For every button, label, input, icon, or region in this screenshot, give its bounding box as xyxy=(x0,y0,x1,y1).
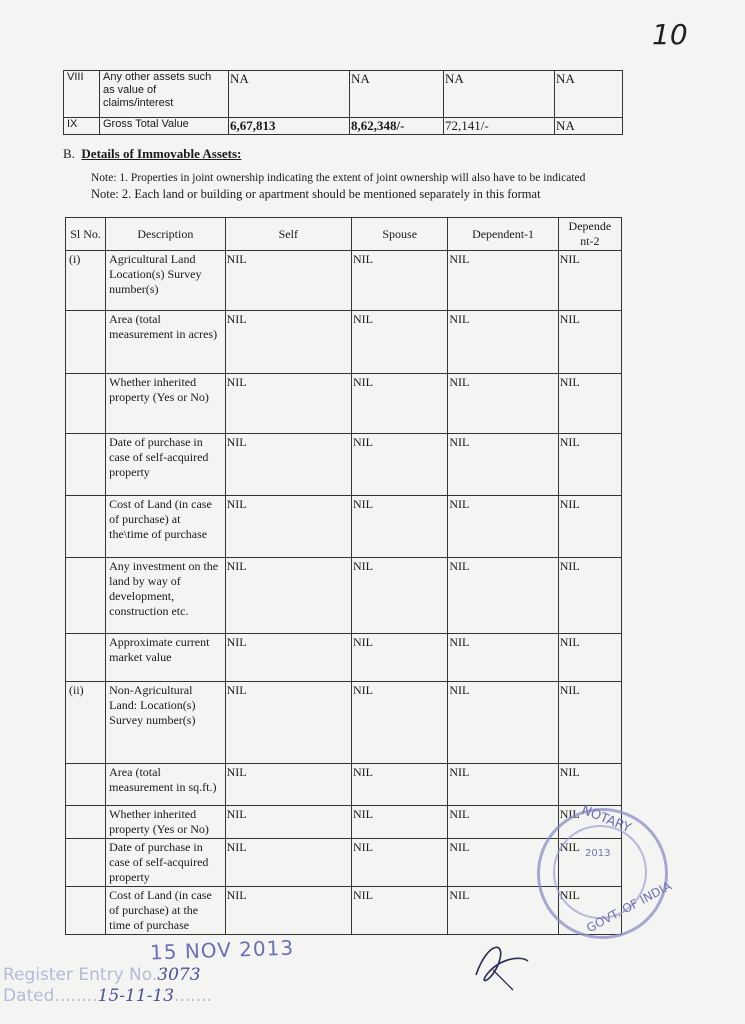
dependent2-cell: NIL xyxy=(558,634,621,682)
row-description: Gross Total Value xyxy=(100,118,229,135)
dependent1-value: NA xyxy=(444,71,555,118)
description-cell: Non-Agricultural Land: Location(s) Survey number(s) xyxy=(106,682,225,764)
seal-inner-text: 2013 xyxy=(585,848,611,859)
description-cell: Cost of Land (in case of purchase) at the\time of purchase xyxy=(106,496,225,558)
description-cell: Area (total measurement in acres) xyxy=(106,311,225,374)
register-date: 15-11-13 xyxy=(97,986,175,1006)
dependent1-cell: NIL xyxy=(448,887,558,935)
description-cell: Area (total measurement in sq.ft.) xyxy=(106,764,225,806)
self-cell: NIL xyxy=(225,839,351,887)
self-value: NA xyxy=(229,71,350,118)
description-cell: Any investment on the land by way of development, construction etc. xyxy=(106,558,225,634)
header-sl: Sl No. xyxy=(66,218,106,251)
dependent2-cell: NIL xyxy=(558,682,621,764)
note-2: Note: 2. Each land or building or apartment should be mentioned separately in this format xyxy=(91,187,541,201)
dependent1-cell: NIL xyxy=(448,682,558,764)
table-row xyxy=(66,496,622,558)
table-row xyxy=(66,311,622,374)
dependent1-cell: NIL xyxy=(448,558,558,634)
sl-cell xyxy=(66,496,106,558)
dependent2-cell: NIL xyxy=(558,311,621,374)
header-row xyxy=(66,218,622,251)
header-dependent2: Depende nt-2 xyxy=(558,218,621,251)
seal-top-text: NOTARY xyxy=(579,802,633,837)
immovable-assets-table xyxy=(65,217,622,935)
spouse-cell: NIL xyxy=(352,764,448,806)
sl-cell: (i) xyxy=(66,251,106,311)
dependent2-cell: NIL xyxy=(558,374,621,434)
description-cell: Agricultural Land Location(s) Survey number(s) xyxy=(106,251,225,311)
register-entry-number: 3073 xyxy=(157,965,201,985)
self-cell: NIL xyxy=(225,682,351,764)
dependent1-cell: NIL xyxy=(448,634,558,682)
dependent1-cell: NIL xyxy=(448,839,558,887)
self-cell: NIL xyxy=(225,764,351,806)
dependent2-cell: NIL xyxy=(558,764,621,806)
dependent2-cell: NIL xyxy=(558,558,621,634)
dependent2-cell: NIL xyxy=(558,251,621,311)
dependent2-cell: NIL xyxy=(558,839,621,887)
table-row xyxy=(66,251,622,311)
dependent2-cell: NIL xyxy=(558,496,621,558)
spouse-cell: NIL xyxy=(352,558,448,634)
assets-summary-table xyxy=(63,70,623,135)
description-cell: Whether inherited property (Yes or No) xyxy=(106,374,225,434)
sl-cell: (ii) xyxy=(66,682,106,764)
table-row xyxy=(66,558,622,634)
self-cell: NIL xyxy=(225,434,351,496)
dependent2-cell: NIL xyxy=(558,887,621,935)
table-row xyxy=(66,887,622,935)
self-cell: NIL xyxy=(225,374,351,434)
table-row xyxy=(66,374,622,434)
section-letter: B. xyxy=(63,146,75,161)
dependent2-cell: NIL xyxy=(558,434,621,496)
description-cell: Date of purchase in case of self-acquired property xyxy=(106,434,225,496)
self-cell: NIL xyxy=(225,496,351,558)
header-description: Description xyxy=(106,218,225,251)
spouse-cell: NIL xyxy=(352,496,448,558)
row-description: Any other assets such as value of claims/interest xyxy=(100,71,229,118)
spouse-cell: NIL xyxy=(352,634,448,682)
table-row xyxy=(66,806,622,839)
sl-cell xyxy=(66,764,106,806)
dependent1-cell: NIL xyxy=(448,806,558,839)
sl-cell xyxy=(66,634,106,682)
spouse-cell: NIL xyxy=(352,434,448,496)
header-self: Self xyxy=(225,218,351,251)
sl-cell xyxy=(66,806,106,839)
register-entry-label: Register Entry No. xyxy=(3,965,158,985)
self-cell: NIL xyxy=(225,806,351,839)
dependent1-cell: NIL xyxy=(448,764,558,806)
dependent2-value: NA xyxy=(555,118,623,135)
dependent2-cell: NIL xyxy=(558,806,621,839)
description-cell: Cost of Land (in case of purchase) at the time of purchase xyxy=(106,887,225,935)
dependent1-cell: NIL xyxy=(448,374,558,434)
header-dependent1: Dependent-1 xyxy=(448,218,558,251)
description-cell: Date of purchase in case of self-acquired property xyxy=(106,839,225,887)
self-cell: NIL xyxy=(225,887,351,935)
spouse-cell: NIL xyxy=(352,311,448,374)
self-cell: NIL xyxy=(225,558,351,634)
table-row xyxy=(66,764,622,806)
spouse-cell: NIL xyxy=(352,682,448,764)
dependent1-cell: NIL xyxy=(448,311,558,374)
dependent2-value: NA xyxy=(555,71,623,118)
section-heading xyxy=(63,146,241,162)
spouse-cell: NIL xyxy=(352,374,448,434)
section-title: Details of Immovable Assets: xyxy=(81,146,242,161)
self-value: 6,67,813 xyxy=(229,118,350,135)
seal-bottom-text: GOVT. OF INDIA xyxy=(584,878,674,936)
sl-cell xyxy=(66,434,106,496)
signature-icon xyxy=(468,935,538,995)
description-cell: Whether inherited property (Yes or No) xyxy=(106,806,225,839)
sl-cell xyxy=(66,374,106,434)
page-number: 10 xyxy=(652,18,688,51)
sl-cell xyxy=(66,839,106,887)
row-number: VIII xyxy=(64,71,100,118)
register-stamp: Register Entry No.3073 Dated........15-11-13....... xyxy=(3,965,212,1006)
table-row xyxy=(66,634,622,682)
sl-cell xyxy=(66,558,106,634)
table-row xyxy=(64,118,623,135)
spouse-cell: NIL xyxy=(352,806,448,839)
self-cell: NIL xyxy=(225,634,351,682)
sl-cell xyxy=(66,887,106,935)
table-row xyxy=(64,71,623,118)
spouse-cell: NIL xyxy=(352,887,448,935)
dependent1-cell: NIL xyxy=(448,434,558,496)
table-row xyxy=(66,434,622,496)
spouse-cell: NIL xyxy=(352,251,448,311)
spouse-cell: NIL xyxy=(352,839,448,887)
note-1: Note: 1. Properties in joint ownership indicating the extent of joint ownership will also have to be indicated xyxy=(91,172,586,184)
spouse-value: NA xyxy=(350,71,444,118)
description-cell: Approximate current market value xyxy=(106,634,225,682)
register-dated-label: Dated xyxy=(3,986,55,1006)
dependent1-cell: NIL xyxy=(448,251,558,311)
dependent1-cell: NIL xyxy=(448,496,558,558)
header-spouse: Spouse xyxy=(352,218,448,251)
table-row xyxy=(66,682,622,764)
spouse-value: 8,62,348/- xyxy=(350,118,444,135)
self-cell: NIL xyxy=(225,311,351,374)
self-cell: NIL xyxy=(225,251,351,311)
dependent1-value: 72,141/- xyxy=(444,118,555,135)
date-stamp: 15 NOV 2013 xyxy=(149,935,295,965)
row-number: IX xyxy=(64,118,100,135)
sl-cell xyxy=(66,311,106,374)
